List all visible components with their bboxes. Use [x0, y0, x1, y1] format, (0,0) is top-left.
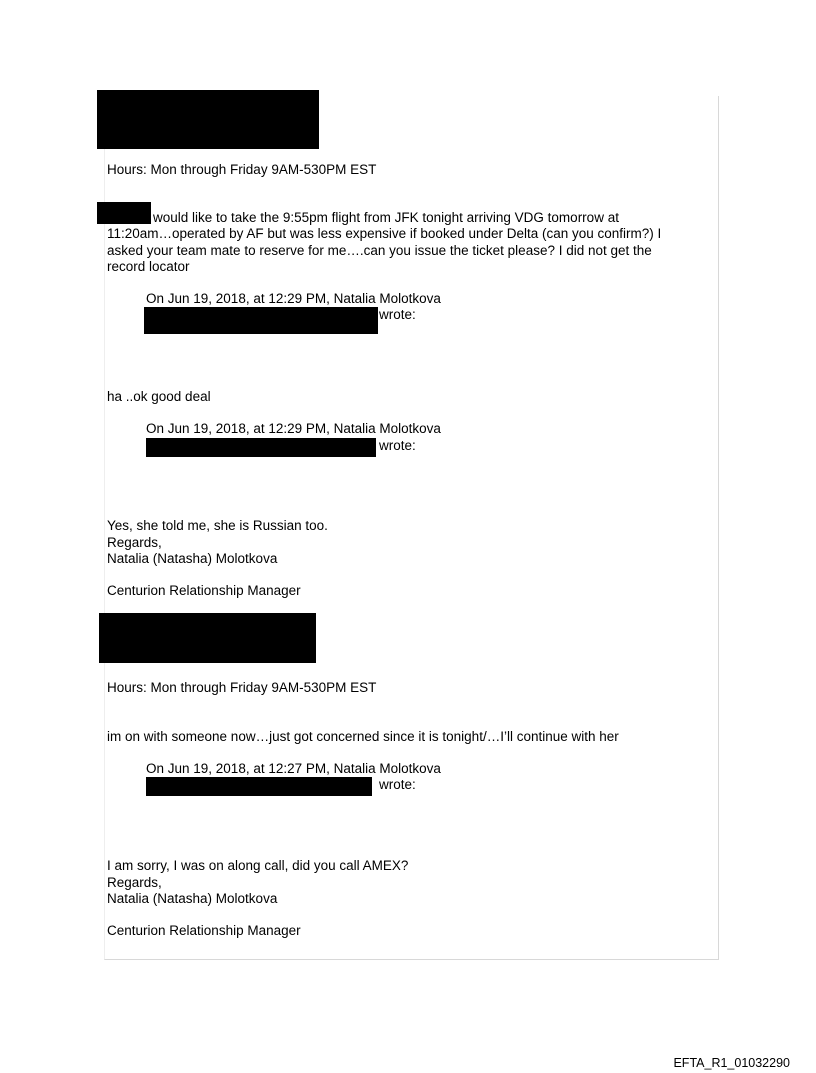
redaction-block — [146, 777, 372, 796]
redaction-block — [146, 438, 376, 457]
quote-wrote: wrote: — [379, 438, 416, 453]
message-line: ha ..ok good deal — [107, 389, 211, 404]
message-line: Regards, — [107, 875, 162, 890]
message-line: Regards, — [107, 535, 162, 550]
quote-header: On Jun 19, 2018, at 12:29 PM, Natalia Molotkova — [146, 291, 441, 306]
message-line: would like to take the 9:55pm flight from JFK tonight arriving VDG tomorrow at — [153, 210, 619, 225]
message-line: im on with someone now…just got concerned since it is tonight/…I’ll continue with her — [107, 729, 619, 744]
quote-wrote: wrote: — [379, 307, 416, 322]
quote-wrote: wrote: — [379, 777, 416, 792]
message-line: I am sorry, I was on along call, did you call AMEX? — [107, 858, 409, 873]
message-line: asked your team mate to reserve for me….can you issue the ticket please? I did not get the — [107, 243, 652, 258]
redaction-block — [97, 90, 319, 149]
message-line: Yes, she told me, she is Russian too. — [107, 518, 328, 533]
redaction-block — [144, 307, 378, 334]
signature-title: Centurion Relationship Manager — [107, 923, 301, 938]
bates-number: EFTA_R1_01032290 — [673, 1056, 790, 1070]
redaction-block — [99, 613, 316, 663]
redaction-block — [97, 202, 151, 224]
hours-text: Hours: Mon through Friday 9AM-530PM EST — [107, 162, 377, 177]
signature-name: Natalia (Natasha) Molotkova — [107, 891, 278, 906]
message-line: record locator — [107, 259, 190, 274]
signature-name: Natalia (Natasha) Molotkova — [107, 551, 278, 566]
quote-header: On Jun 19, 2018, at 12:29 PM, Natalia Molotkova — [146, 421, 441, 436]
signature-title: Centurion Relationship Manager — [107, 583, 301, 598]
message-line: 11:20am…operated by AF but was less expensive if booked under Delta (can you confirm?) I — [107, 226, 662, 241]
quote-header: On Jun 19, 2018, at 12:27 PM, Natalia Molotkova — [146, 761, 441, 776]
hours-text: Hours: Mon through Friday 9AM-530PM EST — [107, 680, 377, 695]
